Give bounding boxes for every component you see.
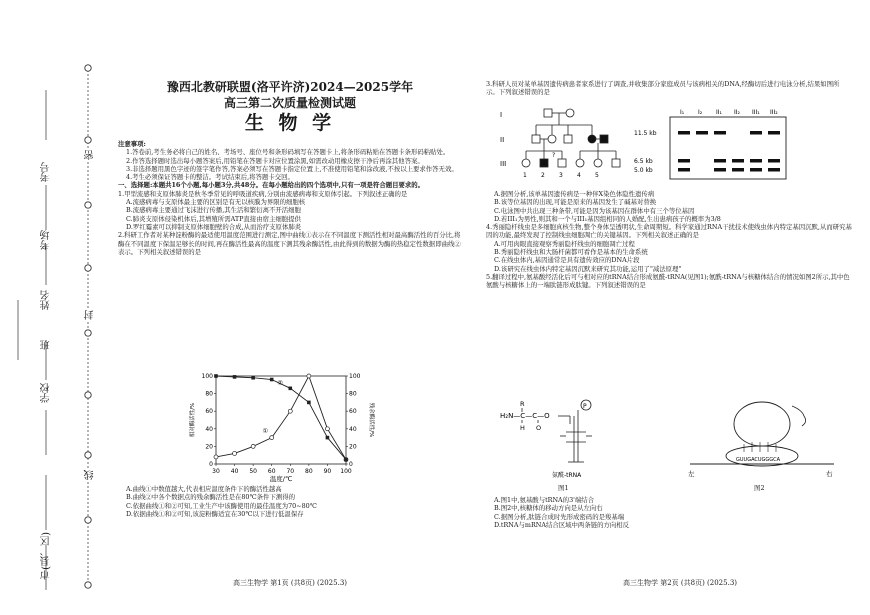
y-tick-right-label-4: 80 [349,390,357,398]
gel-band-5-2 [768,168,780,172]
label-class: 班 [41,340,52,350]
notice-head: 注意事项: [118,140,146,148]
x-tick-label-3: 60 [267,468,276,475]
question-4: 4.秀丽隐杆线虫是多细胞真核生物,整个身体呈透明状,生命周期短。科学家通过RNA干扰技术使线虫体内特定基因沉默,从而研究基因的功能,最终发现了控制线虫细胞凋亡的关键基因。下列相关叙述正确的是 [486,223,852,240]
fig1-o: O [536,424,542,432]
q2-option-a: A.曲线①中数值越大,代表相应温度条件下的酶活性越高 [126,485,282,493]
notice-4: 4.考生必须保证答题卡的整洁。考试结束后,将答题卡交回。 [126,173,294,182]
x-tick-label-1: 40 [230,468,239,475]
gel-band-4-0 [750,131,762,135]
y-axis-right-label: 残余酶活性/% [368,402,374,438]
fig2-right: 右 [826,470,833,478]
series-1-point-4 [288,387,292,391]
gel-band-4-2 [750,168,762,172]
footer-right: 高三生物学 第2页 (共8页) (2025.3) [623,579,737,587]
fig1-label: 氨酰-tRNA [552,472,582,479]
y-axis-left-label: 相对酶活性/% [190,402,196,438]
q1-option-c: C.肺炎支原体侵染机体后,其增殖所需ATP直接由宿主细胞提供 [126,214,301,223]
series-0-point-6 [325,427,329,431]
q3-option-b: B.该等位基因的出现,可能是原来的基因发生了碱基对替换 [494,198,657,207]
footer-left: 高三生物学 第1页 (共8页) (2025.3) [233,579,347,587]
question-3: 3.科研人员对某单基因遗传病患者家系进行了调查,并收集部分家庭成员与该病相关的DNA,经酶切后进行电泳分析,结果如图所示。下列叙述错误的是 [486,80,840,97]
gel-band-5-0 [768,131,780,135]
x-tick-label-2: 50 [249,468,257,475]
ped-num-5: 5 [595,172,599,179]
ped-question: ? [552,152,556,159]
ped-num-1: 1 [523,172,527,179]
q3-option-a: A.据图分析,该单基因遗传病是一种伴X染色体隐性遗传病 [494,190,655,198]
q3-options [486,190,852,290]
gel-electrophoresis [634,105,794,185]
enzyme-chart [186,370,376,482]
label-kaohao: 考号 [41,162,52,182]
section-head: 一、选择题:本题共16个小题,每小题3分,共48分。在每小题给出的四个选项中,只有一项是符合题目要求的。 [118,181,425,190]
gel-band-label-2: 6.5 kb [634,158,653,165]
series-0-point-2 [251,444,255,448]
series-0-point-5 [307,374,311,378]
label-name: 姓名 [41,290,52,310]
y-tick-right-label-3: 60 [349,408,357,416]
fig2-left: 左 [688,470,695,478]
exam-title-1: 豫西北教研联盟(洛平许济)2024—2025学年 [166,80,414,94]
series-label-0: ① [262,427,269,436]
gen-label-3: III [500,160,507,168]
notice-3: 3.非选择题用黑色字迹的签字笔作答,答案必须写在答题卡指定位置上,不准使用铅笔和涂改液,不按以上要求作答无效。 [126,164,458,173]
series-1-point-1 [233,375,237,379]
fig2-caption: 图2 [754,484,765,492]
series-0-point-0 [214,455,218,459]
series-line-1 [216,376,346,460]
series-line-0 [216,376,346,460]
ped-num-4: 4 [577,172,581,179]
gel-band-4-1 [750,159,762,163]
y-tick-right-label-0: 0 [349,461,353,468]
gel-band-5-1 [768,159,780,163]
label-kaochang: 考场 [41,230,52,250]
gel-band-3-1 [732,159,744,163]
gel-band-0-2 [678,168,690,172]
gel-band-2-1 [714,159,726,163]
x-tick-label-4: 70 [286,468,295,475]
gel-band-2-0 [714,131,726,135]
fig1-formula: H₂N—C—C—O [500,412,550,420]
q3-option-d: D.若III₁为男性,则其和一个与III₁基因组相同的人婚配,生出患病孩子的概率为3/8 [494,214,721,223]
gel-lane-label-2: II₁ [716,109,722,116]
exam-title-2: 高三第二次质量检测试题 [223,96,356,110]
y-tick-left-label-3: 60 [205,408,213,416]
y-tick-left-label-4: 80 [205,390,213,398]
binding-margin [0,0,112,615]
fig1-caption: 图1 [558,484,569,492]
y-tick-right-label-2: 40 [349,425,357,433]
y-tick-left-label-2: 40 [205,425,213,433]
q5-option-c: C.据图分析,肽链合成时先形成密码的是羧基端 [494,512,625,521]
gel-lane-label-1: I₂ [698,109,703,116]
label-mi: 密 [85,150,96,160]
chart-frame [216,376,346,464]
q1-option-a: A.流感病毒与支原体最主要的区别是有无以核膜为界限的细胞核 [126,198,306,207]
ped-num-3: 3 [559,172,563,179]
gel-band-label-3: 5.0 kb [634,167,653,174]
q5-option-b: B.图2中,核糖体的移动方向是从左向右 [494,504,603,513]
gel-lane-label-4: III₁ [752,109,760,116]
q4-option-c: C.在线虫体内,基因通常是具有遗传效应的DNA片段 [494,256,640,265]
y-tick-left-label-0: 0 [209,461,213,468]
fig1-r: R [520,400,525,408]
label-school: 学校 [41,383,52,403]
question-1: 1.甲型流感和支原体肺炎是秋冬季常见的呼吸道疾病,分别由流感病毒和支原体引起。下列叙述正确的是 [118,189,408,198]
x-tick-label-5: 80 [305,468,313,475]
q4-option-b: B.秀丽隐杆线虫和大肠杆菌都可看作是基本的生命系统 [494,248,648,257]
q2-options [118,485,462,518]
label-feng: 封 [85,310,96,320]
series-1-point-5 [307,401,311,405]
figure-2-ribosome [682,392,842,482]
y-tick-left-label-5: 100 [201,373,213,380]
gel-lane-label-5: III₂ [770,109,778,116]
gen-label-1: I [500,111,503,119]
q5-option-a: A.图1中,氨基酸与tRNA的3'端结合 [494,496,595,504]
q3-option-c: C.电泳图中共出现三种条带,可能是因为该基因在群体中有三个等位基因 [494,206,695,215]
series-1-point-0 [214,374,218,378]
q1-option-d: D.罗红霉素可以抑制支原体细胞壁的合成,从而治疗支原体肺炎 [126,222,302,231]
x-tick-label-0: 30 [212,468,220,475]
series-1-point-6 [326,436,330,440]
gel-band-0-0 [678,131,690,135]
margin-guides [0,0,112,615]
gel-band-0-1 [678,159,690,163]
ped-num-2: 2 [541,172,545,179]
gel-band-3-2 [732,168,744,172]
series-0-point-1 [233,451,237,455]
q2-option-c: C.依据曲线①和②可知,工业生产中该酶使用的最佳温度为70~80℃ [126,501,317,510]
y-tick-left-label-1: 20 [205,443,213,451]
x-tick-label-6: 90 [323,468,332,475]
gel-lane-label-0: I₁ [680,109,685,116]
exam-subject: 生 物 学 [244,112,336,134]
gel-band-label-1: 11.5 kb [634,130,657,137]
gel-band-2-2 [714,168,726,172]
series-1-point-3 [270,378,274,382]
series-0-point-4 [288,409,292,413]
q5-options [486,496,852,529]
gen-label-2: II [500,136,505,144]
q5-option-d: D.tRNA与mRNA结合区域中两条链的方向相反 [494,520,630,529]
series-label-1: ② [277,378,284,387]
notice-2: 2.作答选择题时选出每小题答案后,用铅笔在答题卡对应位置涂黑,如需改动用橡皮擦干净后再涂其他答案。 [126,156,424,165]
y-tick-right-label-5: 100 [349,373,361,380]
question-2: 2.科研工作者对某种淀粉酶的最适使用温度范围进行测定,图中曲线①表示在不同温度下测活性相对最高酶活性的百分比,将酶在不同温度下保温足够长的时间,再在酶活性最高的温度下测其残余酶活性,由此得到的数据为酶的热稳定性数据即曲线②表示。下列相关叙述错误的是 [118,231,461,256]
label-county: 市(县、区) [41,532,52,580]
q4-option-a: A.可用肉眼直接观察秀丽隐杆线虫的细胞凋亡过程 [494,239,635,248]
series-1-point-7 [344,458,348,462]
pedigree-diagram [496,105,626,185]
x-axis-label: 温度/℃ [269,475,293,482]
figure-1-aminoacyl-trna [496,392,646,482]
gel-band-1-0 [696,131,708,135]
fig1-h: H [520,424,525,432]
gel-lane-label-3: II₂ [734,109,740,116]
series-0-point-3 [270,436,274,440]
q1-option-b: B.流感病毒主要通过飞沫进行传播,其生活和繁衍离不开活细胞 [126,206,301,215]
notice-1: 1.答卷前,考生务必将自己的姓名、考场号、座位号和条形码填写在答题卡上,将条形码粘贴在答题卡条形码粘贴处。 [126,148,450,157]
series-1-point-2 [251,376,255,380]
q2-option-d: D.依据曲线①和②可知,该淀粉酶适宜在30℃以下进行低温保存 [126,509,304,518]
q4-option-d: D.该研究在线虫体内特定基因沉默来研究其功能,运用了"减法原理" [494,264,682,273]
question-5: 5.翻译过程中,氨基酸经活化后可与相对应的tRNA结合形成氨酰-tRNA(见图1);氨酰-tRNA与核糖体结合的情况如图2所示,其中色氨酸与核糖体上的一端肽链形成肽键。下列叙述错误的是 [486,272,850,290]
q2-option-b: B.曲线②中各个数据点的残余酶活性是在80℃条件下测得的 [126,493,295,502]
y-tick-right-label-1: 20 [349,443,357,451]
fig1-p: P [583,403,587,410]
text-block-left [118,140,462,256]
x-tick-label-7: 100 [340,468,352,475]
label-xian: 线 [85,470,96,480]
fig2-sequence: GUUGACUGGGCA [736,457,781,463]
